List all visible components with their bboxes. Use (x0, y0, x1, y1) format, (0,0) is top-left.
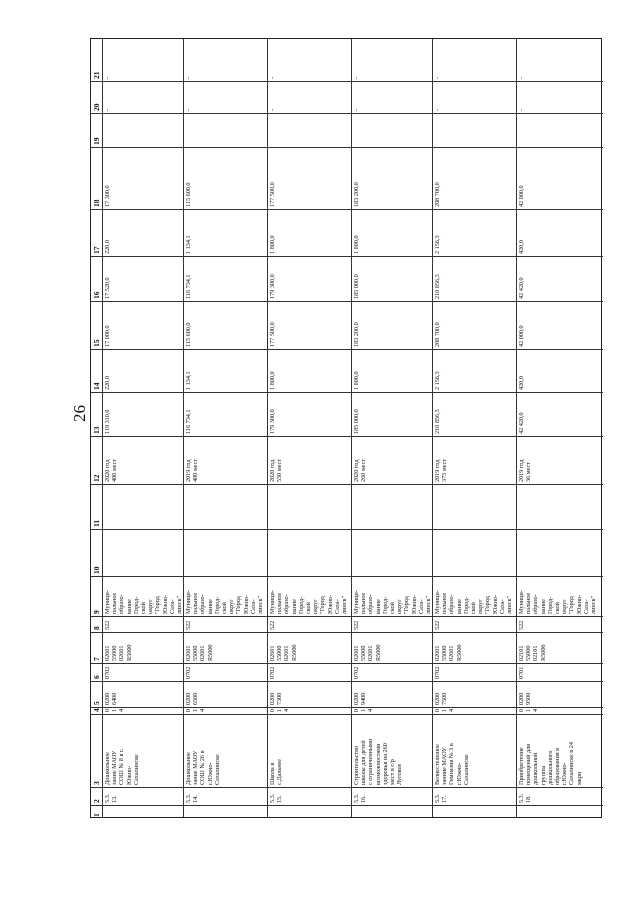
table-cell: 208 700,0 (434, 182, 441, 207)
header-cell-20: 20 (92, 103, 101, 111)
column-divider (91, 805, 603, 806)
table-cell: 02601 55000 02601 R5000 (353, 644, 382, 661)
header-cell-1: 1 (92, 813, 101, 817)
table-cell: Строительство школы для детей с ограниченными возможностями здоровья на 260 мест в с/р Луговое (353, 738, 404, 785)
row-divider (183, 39, 184, 817)
header-cell-11: 11 (92, 519, 101, 527)
column-divider (91, 663, 603, 664)
column-divider (91, 81, 603, 82)
table-cell: 220,0 (104, 240, 111, 254)
table-cell: 17 520,0 (104, 277, 111, 299)
column-divider (91, 147, 603, 148)
table-cell: - (185, 76, 192, 79)
column-divider (91, 392, 603, 393)
table-cell: - (353, 108, 360, 111)
column-divider (91, 681, 603, 682)
table-cell: 1 800,0 (353, 235, 360, 254)
table-cell: 0702 (269, 666, 276, 679)
table-cell: 5.3. 16. (353, 793, 368, 803)
table-cell: 0 1 4 (434, 708, 456, 712)
table-cell: 42 000,0 (518, 185, 525, 207)
table-cell: 2020 год 550 мест (269, 458, 284, 482)
column-divider (91, 787, 603, 788)
header-cell-4: 4 (92, 708, 101, 712)
table-cell: Приобретение помещений для дошкольной группы дошкольного образования в г.Южно- Сахалинске в 24 мкрн (518, 742, 583, 785)
header-cell-21: 21 (92, 71, 101, 79)
table-cell: 179 300,0 (269, 274, 276, 299)
header-cell-9: 9 (92, 610, 101, 614)
table-cell: 183 200,0 (353, 182, 360, 207)
table-cell: - (269, 108, 276, 111)
table-cell: 1 800,0 (269, 235, 276, 254)
header-cell-3: 3 (92, 781, 101, 785)
table-cell: 0701 (518, 666, 525, 679)
table-cell: 5.3. 13. (104, 793, 119, 803)
table-cell: - (353, 76, 360, 79)
header-cell-16: 16 (92, 291, 101, 299)
column-divider (91, 714, 603, 715)
header-cell-18: 18 (92, 199, 101, 207)
column-divider (91, 529, 603, 530)
table-cell: 116 734,1 (185, 274, 192, 299)
header-cell-14: 14 (92, 382, 101, 390)
table-cell: 0702 (353, 666, 360, 679)
column-divider (91, 436, 603, 437)
table-cell: 0200 9400 (353, 692, 368, 705)
row-divider (516, 39, 517, 817)
header-cell-6: 6 (92, 675, 101, 679)
table-cell: 522 (269, 620, 276, 630)
header-cell-2: 2 (92, 799, 101, 803)
table-cell: - (104, 108, 111, 111)
table-cell: 02601 55000 02601 R5000 (269, 644, 298, 661)
table-cell: Дошкольное зание МАОУ СОШ № 26 в г.Южно- Сахалинске (185, 750, 221, 785)
table-cell: 208 700,0 (434, 322, 441, 347)
table-cell: 0200 7500 (434, 692, 449, 705)
table-cell: Муници- пальное образо- вание Город- ской округ "Город Южно- Саха- линск" (104, 590, 184, 614)
table-cell: 185 000,0 (353, 274, 360, 299)
table-cell: 115 600,0 (185, 322, 192, 347)
table-cell: Муници- пальное образо- вание Город- ской округ "Город Южно- Саха- линск" (185, 590, 265, 614)
table-cell: Муници- пальное образо- вание Город- ской округ "Город Южно- Саха- линск" (353, 590, 433, 614)
table-cell: 420,0 (518, 376, 525, 390)
column-divider (91, 707, 603, 708)
table-cell: Велнестелешое занние МАОУ Гимназия № 3 в г.Южно- Сахалинске (434, 743, 470, 785)
table-cell: - (269, 76, 276, 79)
table-cell: 2019 год 480 мест (185, 458, 200, 482)
table-cell: 0702 (104, 666, 111, 679)
table-cell: - (104, 76, 111, 79)
table-cell: Муници- пальное образо- вание Город- ской округ "Город Южно- Саха- линск" (269, 590, 349, 614)
table-cell: 2019 год 36 мест (518, 459, 533, 482)
table-cell: 183 200,0 (353, 322, 360, 347)
table-cell: 220,0 (104, 376, 111, 390)
column-divider (91, 113, 603, 114)
row-divider (351, 39, 352, 817)
table-cell: 0200 7300 (269, 692, 284, 705)
table-cell: 02601 55000 02601 R5000 (434, 644, 463, 661)
table-cell: 1 134,1 (185, 371, 192, 390)
table-cell: 42 420,0 (518, 277, 525, 299)
table-cell: - (518, 76, 525, 79)
table-cell: Дошкольное зание МАОУ СОШ № 8 в г. Южно- Сахалинске (104, 748, 140, 785)
table-cell: 1 800,0 (269, 371, 276, 390)
table-cell: 0702 (185, 666, 192, 679)
table-cell: 1 800,0 (353, 371, 360, 390)
table-cell: - (185, 108, 192, 111)
header-cell-5: 5 (92, 701, 101, 705)
table-cell: 42 420,0 (518, 412, 525, 434)
table-cell: 0 1 4 (104, 708, 126, 712)
column-divider (91, 256, 603, 257)
header-cell-17: 17 (92, 246, 101, 254)
table-cell: - (434, 108, 441, 111)
table-cell: 177 500,0 (269, 182, 276, 207)
header-cell-7: 7 (92, 657, 101, 661)
column-divider (91, 349, 603, 350)
table-cell: 42 000,0 (518, 325, 525, 347)
table-cell: 0200 6400 (104, 692, 119, 705)
table-cell: Муници- пальное образо- вание Город- ской округ "Город Южно- Саха- линск" (518, 590, 598, 614)
table-cell: 02601 55000 02601 R5000 (104, 644, 133, 661)
table-cell: 2 156,3 (434, 235, 441, 254)
table-cell: - (518, 108, 525, 111)
table-cell: 0200 6500 (185, 692, 200, 705)
table-cell: 5.3. 17. (434, 793, 449, 803)
column-divider (91, 616, 603, 617)
row-divider (267, 39, 268, 817)
table-cell: 185 000,0 (353, 409, 360, 434)
table-cell: 2020 год 260 мест (353, 458, 368, 482)
table-cell: 17 300,0 (104, 185, 111, 207)
table-cell: 522 (434, 620, 441, 630)
row-divider (432, 39, 433, 817)
table-cell: 522 (185, 620, 192, 630)
table-cell: 0 1 4 (518, 708, 540, 712)
table-cell: 116 734,1 (185, 409, 192, 434)
table-cell: 210 856,3 (434, 274, 441, 299)
table-cell: 177 500,0 (269, 322, 276, 347)
table-cell: Школа в с.Дальнее (269, 758, 284, 785)
column-divider (91, 484, 603, 485)
table-cell: 0 1 4 (353, 708, 375, 712)
table-cell: 02101 55000 02101 R5000 (518, 644, 547, 661)
header-cell-10: 10 (92, 566, 101, 574)
table-cell: - (434, 76, 441, 79)
table-cell: 5.3. 18. (518, 793, 533, 803)
table-cell: 179 300,0 (269, 409, 276, 434)
table-cell: 02601 55000 02601 R5000 (185, 644, 214, 661)
header-cell-12: 12 (92, 474, 101, 482)
table-cell: 5.3. 14. (185, 793, 200, 803)
table-cell: 0200 9500 (518, 692, 533, 705)
page-number: 26 (70, 405, 89, 422)
table-cell: 119 310,0 (104, 409, 111, 434)
table-cell: 0 1 4 (269, 708, 291, 712)
table-cell: 5.3. 15. (269, 793, 284, 803)
table-cell: 522 (518, 620, 525, 630)
header-cell-19: 19 (92, 137, 101, 145)
table-cell: 522 (104, 620, 111, 630)
table-cell: 2020 год 480 мест (104, 458, 119, 482)
row-divider (102, 39, 103, 817)
table-cell: 0 1 4 (185, 708, 207, 712)
table-cell: 115 600,0 (185, 182, 192, 207)
column-divider (91, 632, 603, 633)
header-cell-15: 15 (92, 339, 101, 347)
column-divider (91, 209, 603, 210)
table-cell: 0702 (434, 666, 441, 679)
table-cell: 522 (353, 620, 360, 630)
table-cell: 420,0 (518, 240, 525, 254)
table-cell: 1 134,1 (185, 235, 192, 254)
table-cell: 2019 год 375 мест (434, 458, 449, 482)
table-cell: 17 000,0 (104, 325, 111, 347)
table-cell: 210 856,3 (434, 409, 441, 434)
table-cell: Муници- пальное образо- вание Город- ской округ "Город Южно- Саха- линск" (434, 590, 514, 614)
column-divider (91, 301, 603, 302)
column-divider (91, 576, 603, 577)
header-cell-13: 13 (92, 426, 101, 434)
table-cell: 2 156,3 (434, 371, 441, 390)
data-table (90, 38, 602, 818)
header-cell-8: 8 (92, 626, 101, 630)
